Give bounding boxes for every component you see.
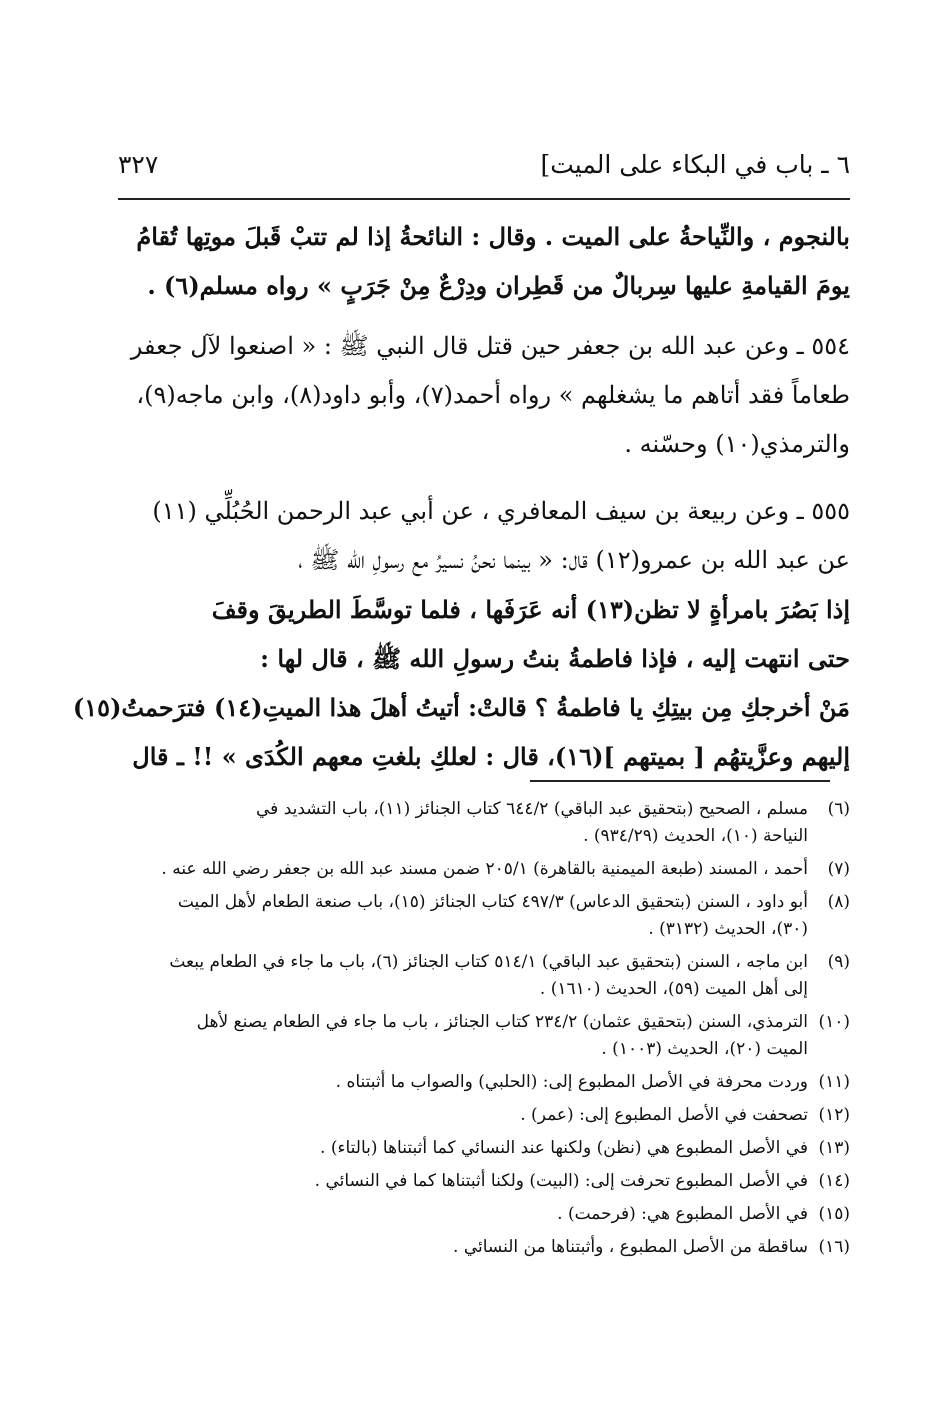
footnote bbox=[118, 949, 850, 1003]
footnote-text: أحمد ، المسند (طبعة الميمنية بالقاهرة) ٢٠٥/١ ضمن مسند عبد الله بن جعفر رضي الله عنه . bbox=[161, 859, 808, 879]
main-text bbox=[72, 212, 850, 781]
footnote-number: (١٦) bbox=[818, 1237, 850, 1257]
text-line: مَنْ أخرجكِ مِن بيتِكِ يا فاطمةُ ؟ قالتْ: أتيتُ أهلَ هذا الميتِ(١٤) فترَحمتُ(١٥) bbox=[72, 693, 850, 722]
text-line: والترمذي(١٠) وحسّنه . bbox=[624, 430, 850, 458]
footnote-number: (١٠) bbox=[818, 1012, 850, 1032]
footnote-number: (٦) bbox=[827, 799, 850, 819]
footnote bbox=[118, 1234, 850, 1261]
text-line: طعاماً فقد أتاهم ما يشغلهم » رواه أحمد(٧)، وأبو داود(٨)، وابن ماجه(٩)، bbox=[136, 381, 850, 409]
footnote bbox=[118, 889, 850, 943]
footnote-number: (١٣) bbox=[818, 1138, 850, 1158]
text-line: حتى انتهت إليه ، فإذا فاطمةُ بنتُ رسولِ الله ﷺ ، قال لها : bbox=[260, 644, 850, 673]
footnote-number: (٩) bbox=[827, 952, 850, 972]
footnote-number: (١٢) bbox=[818, 1105, 850, 1125]
footnote-text: مسلم ، الصحيح (بتحقيق عبد الباقي) ٦٤٤/٢ كتاب الجنائز (١١)، باب التشديد في bbox=[256, 799, 808, 819]
footnote-number: (١٥) bbox=[818, 1204, 850, 1224]
text-line: عن عبد الله بن عمرو(١٢) قال: « بينما نحنُ نسيرُ مع رسولِ الله ﷺ ، bbox=[298, 546, 850, 574]
footnote-text: في الأصل المطبوع تحرفت إلى: (البيت) ولكنا أثبتناها كما في النسائي . bbox=[314, 1171, 808, 1191]
footnote-text: تصحفت في الأصل المطبوع إلى: (عمر) . bbox=[520, 1105, 808, 1125]
footnote bbox=[118, 1102, 850, 1129]
footnote-number: (١١) bbox=[818, 1072, 850, 1092]
hadith-554-line: ٥٥٤ ـ وعن عبد الله بن جعفر حين قتل قال النبي ﷺ : « اصنعوا لآل جعفر bbox=[130, 332, 850, 360]
text-line: إذا بَصُرَ بامرأةٍ لا تظن(١٣) أنه عَرَفَها ، فلما توسَّطَ الطريقَ وقفَ bbox=[211, 595, 850, 624]
footnote bbox=[118, 1201, 850, 1228]
footnote-text: الترمذي، السنن (بتحقيق عثمان) ٢٣٤/٢ كتاب الجنائز ، باب ما جاء في الطعام يصنع لأهل bbox=[196, 1012, 808, 1032]
footnote-number: (٧) bbox=[827, 859, 850, 879]
footnotes bbox=[118, 796, 850, 1267]
footnote-text: الميت (٢٠)، الحديث (١٠٠٣) . bbox=[601, 1039, 808, 1059]
footnote-text: (٣٠)، الحديث (٣١٣٢) . bbox=[648, 919, 808, 939]
text-line: بالنجوم ، والنِّياحةُ على الميت . وقال : النائحةُ إذا لم تتبْ قَبلَ موتِها تُقامُ bbox=[136, 222, 850, 251]
footnote-rule bbox=[530, 780, 830, 782]
page-number: ٣٢٧ bbox=[118, 150, 159, 179]
running-title: ٦ ـ باب في البكاء على الميت] bbox=[540, 150, 850, 179]
footnote bbox=[118, 1168, 850, 1195]
footnote-number: (٨) bbox=[827, 892, 850, 912]
text-line: إليهم وعزَّيتهُم [ بميتهم ](١٦)، قال : لعلكِ بلغتِ معهم الكُدَى » !! ـ قال bbox=[132, 742, 850, 771]
footnote-text: وردت محرفة في الأصل المطبوع إلى: (الحلبي) والصواب ما أثبتناه . bbox=[335, 1072, 808, 1092]
footnote bbox=[118, 1069, 850, 1096]
footnote-number: (١٤) bbox=[818, 1171, 850, 1191]
footnote-text: أبو داود ، السنن (بتحقيق الدعاس) ٤٩٧/٣ كتاب الجنائز (١٥)، باب صنعة الطعام لأهل الميت bbox=[177, 892, 808, 912]
footnote bbox=[118, 1135, 850, 1162]
page-header bbox=[118, 150, 850, 190]
header-rule bbox=[118, 198, 850, 200]
footnote-text: في الأصل المطبوع هي (نظن) ولكنها عند النسائي كما أثبتناها (بالتاء) . bbox=[320, 1138, 808, 1158]
footnote bbox=[118, 856, 850, 883]
footnote-text: في الأصل المطبوع هي: (فرحمت) . bbox=[557, 1204, 808, 1224]
footnote-text: إلى أهل الميت (٥٩)، الحديث (١٦١٠) . bbox=[539, 979, 808, 999]
footnote-text: ابن ماجه ، السنن (بتحقيق عبد الباقي) ٥١٤/١ كتاب الجنائز (٦)، باب ما جاء في الطعام يبعث bbox=[169, 952, 808, 972]
text-line: يومَ القيامةِ عليها سِربالٌ من قَطِران ودِرْعٌ مِنْ جَرَبٍ » رواه مسلم(٦) . bbox=[147, 271, 850, 300]
hadith-555-line: ٥٥٥ ـ وعن ربيعة بن سيف المعافري ، عن أبي عبد الرحمن الحُبُلِّي (١١) bbox=[152, 497, 850, 525]
footnote bbox=[118, 796, 850, 850]
footnote-text: ساقطة من الأصل المطبوع ، وأثبتناها من النسائي . bbox=[453, 1237, 808, 1257]
footnote bbox=[118, 1009, 850, 1063]
footnote-text: النياحة (١٠)، الحديث (٩٣٤/٢٩) . bbox=[583, 826, 808, 846]
